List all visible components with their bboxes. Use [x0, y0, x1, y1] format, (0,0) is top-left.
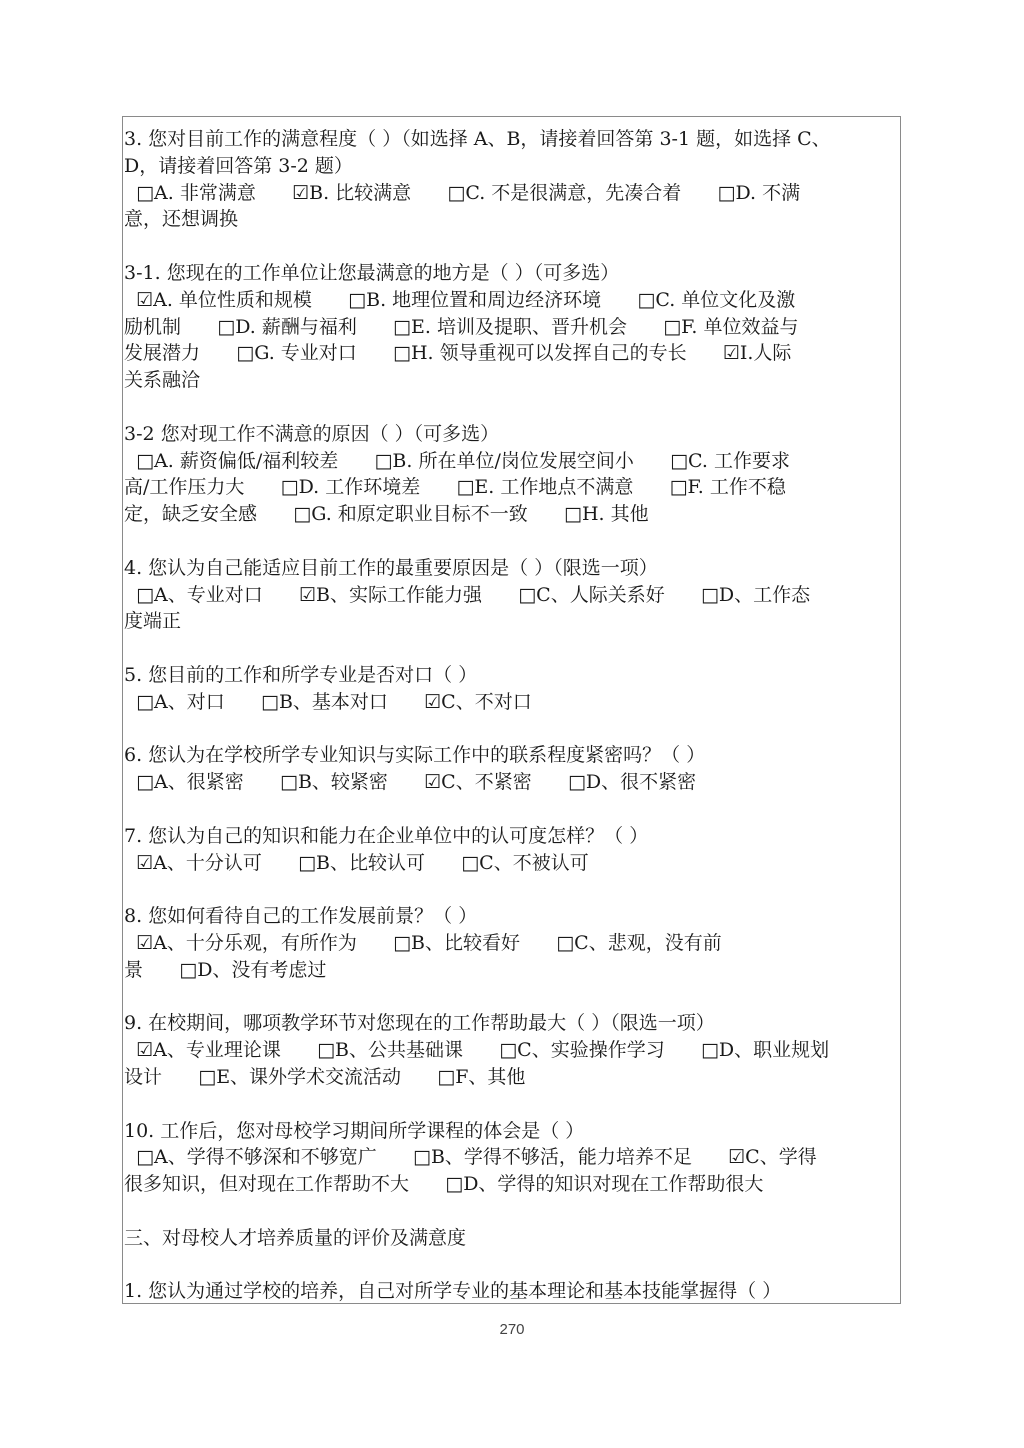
text-line: 关系融洽: [124, 369, 201, 392]
text-line: D，请接着回答第 3-2 题）: [124, 154, 353, 177]
text-line: 1. 您认为通过学校的培养，自己对所学专业的基本理论和基本技能掌握得（ ）: [124, 1280, 782, 1303]
text-line: □A. 薪资偏低/福利较差 □B. 所在单位/岗位发展空间小 □C. 工作要求: [124, 449, 790, 472]
text-line: 设计 □E、课外学术交流活动 □F、其他: [124, 1066, 526, 1088]
text-line: □A、学得不够深和不够宽广 □B、学得不够活，能力培养不足 ☑C、学得: [124, 1146, 817, 1169]
text-line: 三、对母校人才培养质量的评价及满意度: [124, 1226, 467, 1249]
text-line: 定，缺乏安全感 □G. 和原定职业目标不一致 □H. 其他: [124, 503, 649, 526]
text-line: 意，还想调换: [124, 208, 239, 231]
text-line: □A、很紧密 □B、较紧密 ☑C、不紧密 □D、很不紧密: [124, 771, 697, 794]
text-line: 6. 您认为在学校所学专业知识与实际工作中的联系程度紧密吗？（ ）: [124, 744, 706, 767]
text-line: 度端正: [124, 610, 182, 633]
text-line: 高/工作压力大 □D. 工作环境差 □E. 工作地点不满意 □F. 工作不稳: [124, 476, 786, 499]
text-line: 4. 您认为自己能适应目前工作的最重要原因是（ ）（限选一项）: [124, 556, 658, 579]
text-line: ☑A、十分乐观，有所作为 □B、比较看好 □C、悲观，没有前: [124, 932, 722, 954]
text-line: ☑A、专业理论课 □B、公共基础课 □C、实验操作学习 □D、职业规划: [124, 1039, 830, 1062]
page-number: 270: [499, 1321, 525, 1338]
text-line: 发展潜力 □G. 专业对口 □H. 领导重视可以发挥自己的专长 ☑I.人际: [124, 342, 792, 365]
text-line: 3. 您对目前工作的满意程度（ ）（如选择 A、B，请接着回答第 3-1 题，如选择 C、: [124, 128, 831, 150]
text-line: 8. 您如何看待自己的工作发展前景？（ ）: [124, 905, 478, 928]
text-line: ☑A、十分认可 □B、比较认可 □C、不被认可: [124, 851, 589, 874]
text-line: 9. 在校期间，哪项教学环节对您现在的工作帮助最大（ ）（限选一项）: [124, 1012, 715, 1035]
text-line: □A. 非常满意 ☑B. 比较满意 □C. 不是很满意，先凑合着 □D. 不满: [124, 181, 801, 204]
text-line: 很多知识，但对现在工作帮助不大 □D、学得的知识对现在工作帮助很大: [124, 1173, 764, 1196]
text-line: 景 □D、没有考虑过: [124, 958, 327, 981]
text-line: 励机制 □D. 薪酬与福利 □E. 培训及提职、晋升机会 □F. 单位效益与: [124, 315, 799, 338]
text-line: 10. 工作后，您对母校学习期间所学课程的体会是（ ）: [124, 1119, 585, 1142]
text-line: □A、对口 □B、基本对口 ☑C、不对口: [124, 690, 532, 713]
text-line: 3-1. 您现在的工作单位让您最满意的地方是（ ）（可多选）: [124, 262, 620, 284]
text-line: 5. 您目前的工作和所学专业是否对口（ ）: [124, 664, 478, 686]
text-line: □A、专业对口 ☑B、实际工作能力强 □C、人际关系好 □D、工作态: [124, 583, 811, 606]
text-line: 7. 您认为自己的知识和能力在企业单位中的认可度怎样？（ ）: [124, 824, 649, 847]
text-line: ☑A. 单位性质和规模 □B. 地理位置和周边经济环境 □C. 单位文化及激: [124, 288, 796, 311]
text-line: 3-2 您对现工作不满意的原因（ ）（可多选）: [124, 422, 500, 445]
